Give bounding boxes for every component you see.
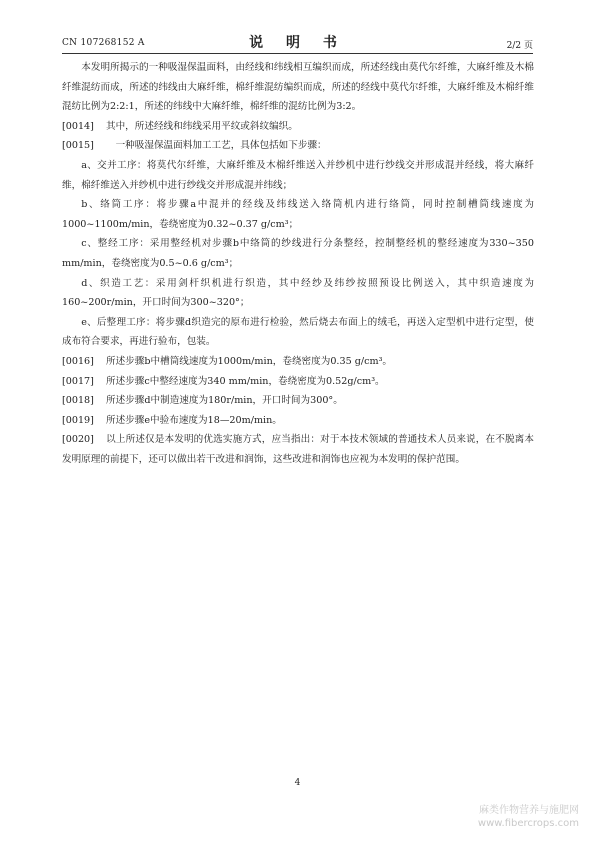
paragraph-number: [0020] [62,434,94,446]
paragraph-0018 [62,391,534,411]
watermark-site-name: 麻类作物营养与施肥网 [479,805,579,816]
step-a [62,156,534,195]
paragraph-text: 一种吸湿保温面料加工工艺，具体包括如下步骤： [115,140,327,152]
paragraph-text: c、整经工序：采用整经机对步骤b中络筒的纱线进行分条整经，控制整经机的整经速度为330~350 mm/min，卷绕密度为0.5~0.6 g/cm³； [62,238,534,269]
watermark-url: www.fibercrops.com [477,818,579,829]
step-c [62,234,534,273]
paragraph-0016 [62,352,534,372]
paragraph-number: [0014] [62,120,94,132]
paragraph-0020 [62,430,534,469]
paragraph-text: e、后整理工序：将步骤d织造完的原布进行检验，然后烧去布面上的绒毛，再送入定型机中进行定型，使成布符合要求，再进行验布，包装。 [62,316,534,348]
paragraph-text: 所述步骤d中制造速度为180r/min，开口时间为300°。 [106,395,343,407]
paragraph-text: 所述步骤c中整经速度为340 mm/min，卷绕密度为0.52g/cm³。 [106,375,385,387]
paragraph-number: [0015] [62,140,94,152]
page-number: 4 [294,778,301,788]
paragraph-text: 其中，所述经线和纬线采用平纹或斜纹编织。 [106,120,298,132]
paragraph-number: [0017] [62,375,94,387]
header-divider [62,53,533,54]
paragraph-0014 [62,117,534,137]
document-body [62,58,534,469]
paragraph-text: 所述步骤e中验布速度为18—20m/min。 [106,414,282,426]
watermark [478,804,579,830]
paragraph-number: [0018] [62,395,94,407]
step-d [62,274,534,313]
paragraph-text: 本发明所揭示的一种吸湿保温面料，由经线和纬线相互编织而成，所述经线由莫代尔纤维，大麻纤维及木棉纤维混纺而成，所述的纬线由大麻纤维，棉纤维混纺编织而成，所述的经线中莫代尔纤维，大麻纤维及木棉纤维混纺比例为2:2:1，所述的纬线中大麻纤维，棉纤维的混纺比例为3:2。 [62,62,534,113]
paragraph-number: [0016] [62,355,94,367]
step-b [62,195,534,234]
paragraph-text: a、交并工序：将莫代尔纤维，大麻纤维及木棉纤维送入并纱机中进行纱线交并形成混并经线，将大麻纤维，棉纤维送入并纱机中进行纱线交并形成混并纬线； [62,159,534,191]
paragraph-text: d、织造工艺：采用剑杆织机进行织造，其中经纱及纬纱按照预设比例送入，其中织造速度为160~200r/min，开口时间为300~320°； [62,277,534,309]
step-e [62,313,534,352]
page-indicator: 2/2 页 [506,41,533,51]
patent-number: CN 107268152 A [62,38,145,48]
document-title: 说 明 书 [249,35,346,51]
paragraph-0019 [62,411,534,431]
paragraph-text: 以上所述仅是本发明的优选实施方式，应当指出：对于本技术领域的普通技术人员来说，在不脱离本发明原理的前提下，还可以做出若干改进和润饰，这些改进和润饰也应视为本发明的保护范围。 [62,434,534,465]
paragraph-text: 所述步骤b中槽筒线速度为1000m/min，卷绕密度为0.35 g/cm³。 [106,355,393,367]
paragraph-0017 [62,372,534,392]
page-header [62,30,533,52]
paragraph-0015 [62,136,534,156]
paragraph-text: b、络筒工序：将步骤a中混并的经线及纬线送入络筒机内进行络筒，同时控制槽筒线速度为1000~1100m/min，卷绕密度为0.32~0.37 g/cm³； [62,199,534,230]
paragraph-number: [0019] [62,414,94,426]
paragraph-intro [62,58,534,117]
